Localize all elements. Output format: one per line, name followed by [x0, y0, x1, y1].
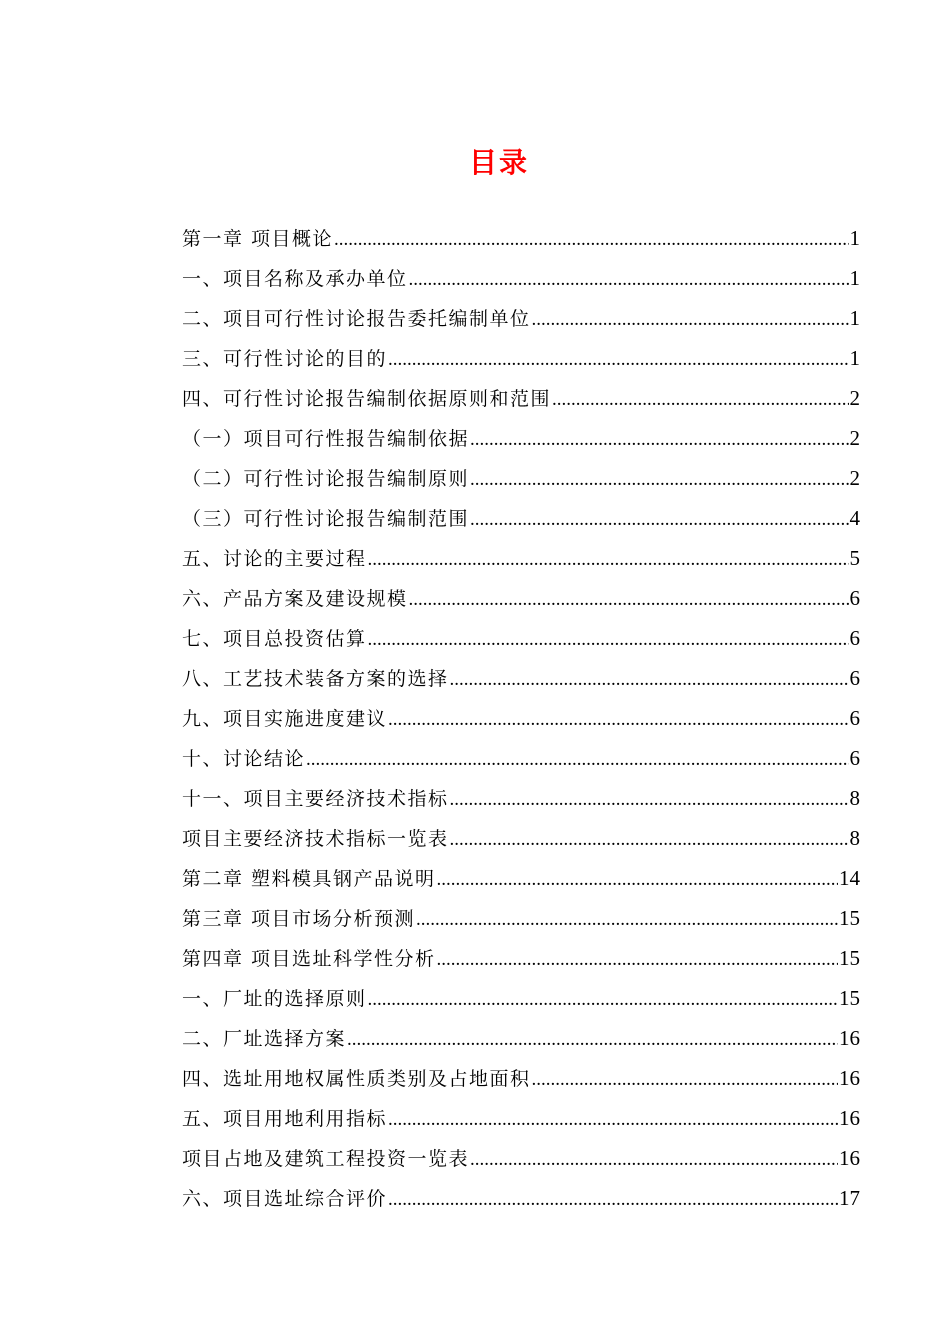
toc-entry[interactable]: [182, 778, 860, 818]
toc-entry-text: 六、产品方案及建设规模: [182, 588, 408, 610]
toc-dot-leader: [368, 980, 838, 1020]
toc-entry-page: 8: [849, 826, 860, 850]
toc-entry-text: 五、项目用地利用指标: [182, 1108, 388, 1130]
toc-dot-leader: [388, 340, 848, 380]
toc-entry-page: 15: [839, 906, 860, 930]
toc-entry[interactable]: [182, 818, 860, 858]
toc-entry-text: 四、可行性讨论报告编制依据原则和范围: [182, 388, 552, 410]
toc-entry[interactable]: [182, 978, 860, 1018]
toc-dot-leader: [437, 940, 838, 980]
toc-dot-leader: [450, 780, 849, 820]
toc-entry-page: 1: [849, 226, 860, 250]
toc-dot-leader: [532, 1060, 838, 1100]
toc-entry-text: 二、厂址选择方案: [182, 1028, 347, 1050]
toc-entry-text: 第一章 项目概论: [182, 228, 334, 250]
toc-entry-page: 16: [839, 1026, 860, 1050]
toc-dot-leader: [532, 300, 849, 340]
toc-entry-text: 项目占地及建筑工程投资一览表: [182, 1148, 470, 1170]
toc-entry-text: 第二章 塑料模具钢产品说明: [182, 868, 436, 890]
toc-entry[interactable]: [182, 338, 860, 378]
toc-entry-text: 三、可行性讨论的目的: [182, 348, 388, 370]
toc-entry-page: 1: [849, 346, 860, 370]
toc-entry-page: 1: [849, 306, 860, 330]
toc-entry-text: 四、选址用地权属性质类别及占地面积: [182, 1068, 531, 1090]
toc-entry[interactable]: [182, 938, 860, 978]
toc-entry[interactable]: [182, 578, 860, 618]
toc-entry[interactable]: [182, 218, 860, 258]
toc-dot-leader: [450, 820, 849, 860]
toc-entry[interactable]: [182, 698, 860, 738]
toc-entry[interactable]: [182, 658, 860, 698]
toc-dot-leader: [368, 620, 849, 660]
toc-entry-page: 16: [839, 1146, 860, 1170]
toc-entry[interactable]: [182, 1178, 860, 1218]
toc-entry-text: 十一、项目主要经济技术指标: [182, 788, 449, 810]
toc-entry[interactable]: [182, 298, 860, 338]
toc-entry-page: 2: [849, 386, 860, 410]
toc-entry-page: 6: [849, 666, 860, 690]
toc-entry-page: 16: [839, 1066, 860, 1090]
toc-entry-text: 八、工艺技术装备方案的选择: [182, 668, 449, 690]
toc-entry[interactable]: [182, 898, 860, 938]
toc-dot-leader: [388, 1100, 838, 1140]
toc-entry[interactable]: [182, 538, 860, 578]
toc-entry[interactable]: [182, 1138, 860, 1178]
toc-dot-leader: [368, 540, 849, 580]
toc-entry[interactable]: [182, 418, 860, 458]
toc-entry-text: 项目主要经济技术指标一览表: [182, 828, 449, 850]
toc-entry-text: （三）可行性讨论报告编制范围: [182, 508, 470, 530]
toc-entry[interactable]: [182, 618, 860, 658]
toc-entry-page: 6: [849, 586, 860, 610]
toc-entry-page: 15: [839, 946, 860, 970]
toc-dot-leader: [388, 700, 848, 740]
toc-entry-page: 6: [849, 746, 860, 770]
toc-entry-text: 一、项目名称及承办单位: [182, 268, 408, 290]
toc-entry[interactable]: [182, 498, 860, 538]
toc-entry-text: 第四章 项目选址科学性分析: [182, 948, 436, 970]
toc-dot-leader: [409, 580, 849, 620]
toc-entry-text: （二）可行性讨论报告编制原则: [182, 468, 470, 490]
toc-entry-text: 六、项目选址综合评价: [182, 1188, 388, 1210]
toc-entry-page: 16: [839, 1106, 860, 1130]
toc-dot-leader: [450, 660, 849, 700]
toc-entry-text: （一）项目可行性报告编制依据: [182, 428, 470, 450]
toc-entry-page: 17: [839, 1186, 860, 1210]
toc-entry[interactable]: [182, 1098, 860, 1138]
toc-dot-leader: [409, 260, 849, 300]
toc-entry-page: 1: [849, 266, 860, 290]
toc-dot-leader: [470, 1140, 838, 1180]
toc-dot-leader: [306, 740, 848, 780]
toc-entry[interactable]: [182, 378, 860, 418]
toc-entry[interactable]: [182, 458, 860, 498]
toc-entry-text: 一、厂址的选择原则: [182, 988, 367, 1010]
toc-title: 目录: [468, 146, 529, 179]
toc-entry-text: 五、讨论的主要过程: [182, 548, 367, 570]
toc-dot-leader: [470, 420, 848, 460]
toc-entry-page: 15: [839, 986, 860, 1010]
toc-entry[interactable]: [182, 738, 860, 778]
toc-dot-leader: [388, 1180, 838, 1220]
toc-entry[interactable]: [182, 1018, 860, 1058]
toc-entry-text: 十、讨论结论: [182, 748, 306, 770]
toc-entry-text: 九、项目实施进度建议: [182, 708, 388, 730]
toc-dot-leader: [470, 460, 848, 500]
toc-entry[interactable]: [182, 1058, 860, 1098]
toc-entry-page: 4: [849, 506, 860, 530]
toc-dot-leader: [347, 1020, 838, 1060]
toc-entry[interactable]: [182, 258, 860, 298]
toc-entry[interactable]: [182, 858, 860, 898]
toc-dot-leader: [416, 900, 838, 940]
toc-entry-text: 二、项目可行性讨论报告委托编制单位: [182, 308, 531, 330]
toc-dot-leader: [334, 220, 848, 260]
toc-list: [182, 218, 860, 1218]
toc-entry-page: 2: [849, 426, 860, 450]
toc-dot-leader: [470, 500, 848, 540]
toc-entry-page: 6: [849, 706, 860, 730]
toc-entry-page: 5: [849, 546, 860, 570]
toc-entry-page: 8: [849, 786, 860, 810]
toc-entry-page: 6: [849, 626, 860, 650]
toc-entry-text: 第三章 项目市场分析预测: [182, 908, 416, 930]
toc-entry-text: 七、项目总投资估算: [182, 628, 367, 650]
toc-dot-leader: [552, 380, 848, 420]
toc-entry-page: 14: [839, 866, 860, 890]
toc-entry-page: 2: [849, 466, 860, 490]
toc-dot-leader: [437, 860, 838, 900]
